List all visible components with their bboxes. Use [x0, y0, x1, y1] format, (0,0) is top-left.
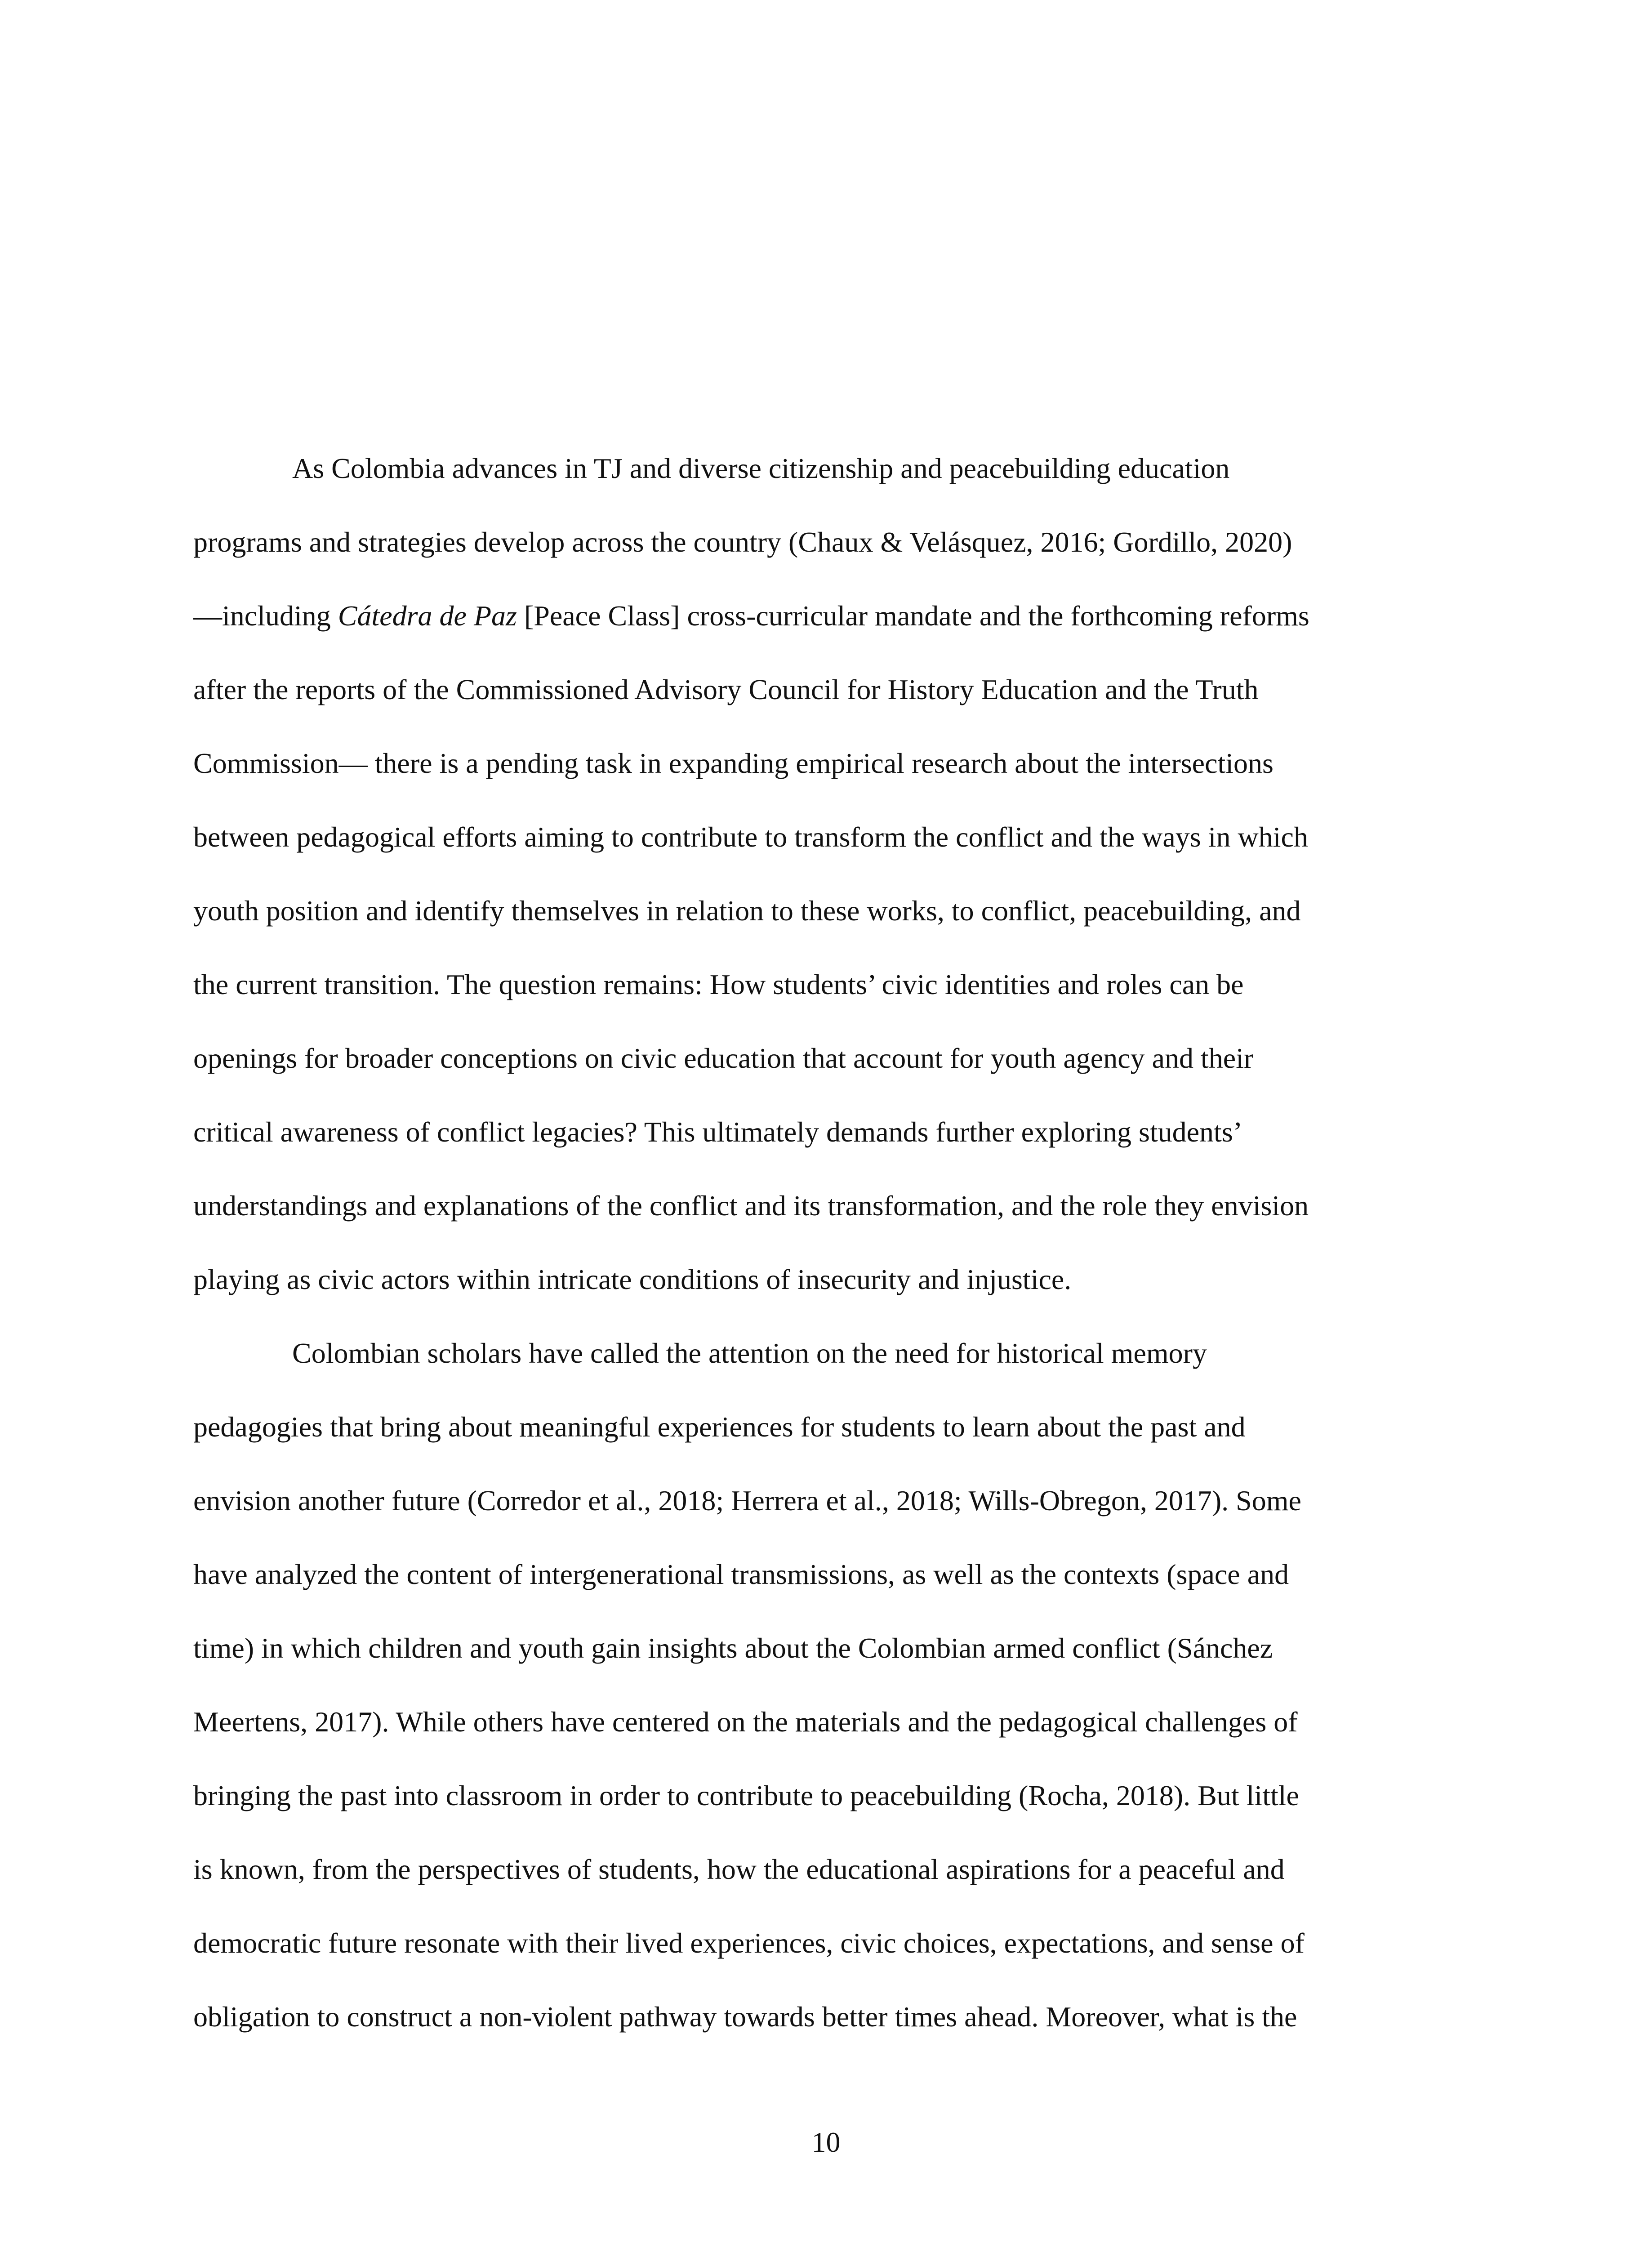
paragraph-1-line-2: programs and strategies develop across the country (Chaux & Velásquez, 2016; Gordillo, 2020)	[193, 526, 1292, 558]
paragraph-2-line-5: time) in which children and youth gain insights about the Colombian armed conflict (Sánchez	[193, 1632, 1273, 1664]
paragraph-2-line-1: Colombian scholars have called the attention on the need for historical memory	[292, 1337, 1207, 1369]
paragraph-2-line-9: democratic future resonate with their lived experiences, civic choices, expectations, and sense of	[193, 1927, 1305, 1959]
paragraph-1-line-5: Commission— there is a pending task in expanding empirical research about the intersections	[193, 747, 1274, 779]
paragraph-2-line-10: obligation to construct a non-violent pathway towards better times ahead. Moreover, what is the	[193, 2001, 1297, 2033]
body-text	[193, 432, 1456, 2054]
paragraph-2-line-4: have analyzed the content of intergenerational transmissions, as well as the contexts (space and	[193, 1558, 1289, 1590]
paragraph-2-line-3: envision another future (Corredor et al., 2018; Herrera et al., 2018; Wills-Obregon, 2017). Some	[193, 1485, 1301, 1517]
paragraph-1-line-8: the current transition. The question remains: How students’ civic identities and roles can be	[193, 968, 1244, 1000]
paragraph-1-line-1: As Colombia advances in TJ and diverse citizenship and peacebuilding education	[292, 452, 1230, 484]
paragraph-2-line-6: Meertens, 2017). While others have centered on the materials and the pedagogical challenges of	[193, 1706, 1298, 1738]
paragraph-1-line-3-end: [Peace Class] cross-curricular mandate and the forthcoming reforms	[517, 600, 1309, 632]
paragraph-2-line-8: is known, from the perspectives of students, how the educational aspirations for a peaceful and	[193, 1853, 1285, 1885]
page-number: 10	[811, 2126, 841, 2158]
paragraph-1-line-6: between pedagogical efforts aiming to contribute to transform the conflict and the ways in which	[193, 821, 1308, 853]
paragraph-1-line-9: openings for broader conceptions on civic education that account for youth agency and their	[193, 1042, 1254, 1074]
paragraph-1-line-12: playing as civic actors within intricate conditions of insecurity and injustice.	[193, 1263, 1072, 1295]
paragraph-1-line-3-start: —including	[193, 600, 338, 632]
paragraph-1-line-7: youth position and identify themselves in relation to these works, to conflict, peacebuilding, and	[193, 895, 1301, 927]
paragraph-1-line-4: after the reports of the Commissioned Advisory Council for History Education and the Truth	[193, 674, 1259, 705]
paragraph-1-line-10: critical awareness of conflict legacies? This ultimately demands further exploring students’	[193, 1116, 1243, 1148]
paragraph-1-line-11: understandings and explanations of the conflict and its transformation, and the role they envision	[193, 1190, 1309, 1222]
catedra-de-paz-italic: Cátedra de Paz	[338, 600, 517, 632]
paragraph-2-line-7: bringing the past into classroom in order to contribute to peacebuilding (Rocha, 2018). But little	[193, 1780, 1299, 1811]
paragraph-1-line-3	[193, 579, 1456, 653]
paragraph-2-line-2: pedagogies that bring about meaningful experiences for students to learn about the past and	[193, 1411, 1246, 1443]
